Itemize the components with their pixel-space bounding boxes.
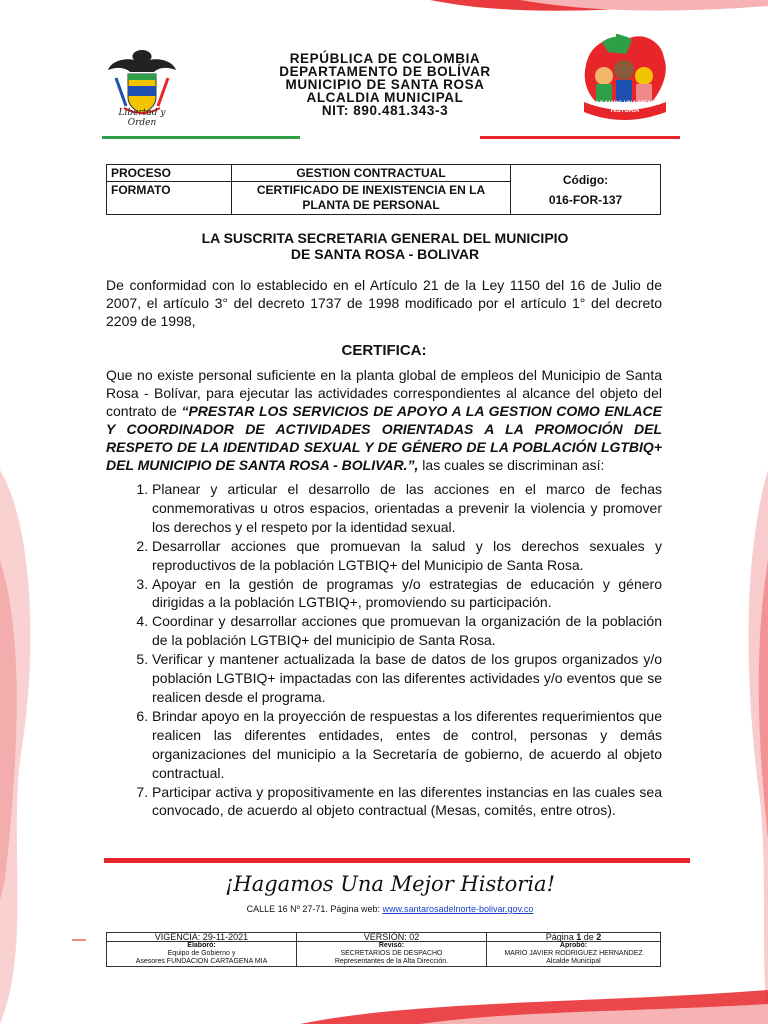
vigencia: VIGENCIA: 29-11-2021 xyxy=(107,933,297,942)
reviso-line1: SECRETARIOS DE DESPACHO xyxy=(340,950,443,957)
codigo-value: 016-FOR-137 xyxy=(548,192,623,207)
formato-label: FORMATO xyxy=(107,182,232,215)
footer-slogan: ¡Hagamos Una Mejor Historia! xyxy=(224,872,556,896)
footer-address xyxy=(200,904,580,914)
activities-list xyxy=(106,480,662,820)
aprobo-line1: MARIO JAVIER RODRIGUEZ HERNANDEZ xyxy=(504,950,643,957)
contract-object: “PRESTAR LOS SERVICIOS DE APOYO A LA GESTION COMO ENLACE Y COORDINADOR DE ACTIVIDADES ORIENTADAS A LA PROMOCIÓN DEL RESPETO DE LA IDENTIDAD SEXUAL Y DE GÉNERO DE LA POBLACIÓN LGTBIQ+ DEL MUNICIPIO DE SANTA ROSA - BOLIVAR.”, xyxy=(106,403,663,473)
aprobo-cell xyxy=(487,942,661,967)
campaign-logo-text: HAGAMOS UNA MEJOR HISTORIA xyxy=(590,101,660,114)
elaboro-line1: Equipo de Gobierno y xyxy=(167,950,236,957)
page-prefix: Página xyxy=(545,932,577,942)
header-line: ALCALDIA MUNICIPAL xyxy=(306,90,464,105)
reviso-cell xyxy=(297,942,487,967)
codigo-label: Código: xyxy=(562,172,609,187)
address-text: CALLE 16 Nº 27-71. Página web: xyxy=(246,904,383,914)
list-item: 4. Coordinar y desarrollar acciones que promuevan la organización de la población de la población LGTBIQ+ del municipio de Santa Rosa. xyxy=(152,612,662,650)
coat-motto: Libertad y Orden xyxy=(118,108,166,128)
list-item: 5. Verificar y mantener actualizada la base de datos de los grupos organizados y/o población LGTBIQ+ impactadas con las diferentes actividades y/o eventos que se realicen desde el programa. xyxy=(152,650,662,707)
title-line-2: DE SANTA ROSA - BOLIVAR xyxy=(290,246,480,262)
aprobo-line2: Alcalde Municipal xyxy=(546,958,601,965)
document-title xyxy=(150,230,620,262)
elaboro-line2: Asesores FUNDACION CARTAGENA MIA xyxy=(135,958,268,965)
body-end: las cuales se discriminan así: xyxy=(418,457,605,473)
page-total: 2 xyxy=(596,932,602,942)
proceso-value: GESTION CONTRACTUAL xyxy=(232,165,511,182)
website-link[interactable]: www.santarosadelnorte-bolivar.gov.co xyxy=(382,904,534,914)
reviso-line2: Representantes de la Alta Dirección. xyxy=(334,958,449,965)
certifica-heading: CERTIFICA: xyxy=(341,342,427,359)
formato-value: CERTIFICADO DE INEXISTENCIA EN LA PLANTA DE PERSONAL xyxy=(232,182,511,215)
header-title xyxy=(200,52,570,117)
list-item: 6. Brindar apoyo en la proyección de respuestas a los diferentes requerimientos que realicen las diferentes entidades, entes de control, personas y demás organizaciones del municipio a la Secretaría de gobierno, de acuerdo al objeto contractual. xyxy=(152,707,662,783)
header-line: MUNICIPIO DE SANTA ROSA xyxy=(285,77,485,92)
body-paragraph xyxy=(106,366,662,474)
body-start: Que no existe personal suficiente en la planta global de empleos del Municipio de Santa Rosa - Bolívar, para ejecutar las actividades correspondientes al alcance del objeto del contrato de xyxy=(106,367,662,419)
process-table xyxy=(106,164,661,215)
title-line-1: LA SUSCRITA SECRETARIA GENERAL DEL MUNICIPIO xyxy=(201,230,569,246)
proceso-label: PROCESO xyxy=(107,165,232,182)
codigo-cell xyxy=(511,165,661,215)
footer-table xyxy=(106,932,661,967)
list-item: 2. Desarrollar acciones que promuevan la salud y los derechos sexuales y reproductivos de la población LGTBIQ+ del Municipio de Santa Rosa. xyxy=(152,537,662,575)
intro-paragraph: De conformidad con lo establecido en el Artículo 21 de la Ley 1150 del 16 de Julio de 2007, el artículo 3° del decreto 1737 de 1998 modificado por el artículo 1° del decreto 2209 de 1998, xyxy=(106,277,662,329)
page-number xyxy=(487,933,661,942)
page-current: 1 xyxy=(576,932,582,942)
list-item: 7. Participar activa y propositivamente en las diferentes instancias en las cuales sea convocado, de acuerdo al objeto contractual (Mesas, comités, entre otros). xyxy=(152,783,662,821)
header-line: DEPARTAMENTO DE BOLÍVAR xyxy=(279,64,491,79)
page-mid: de xyxy=(581,932,597,942)
elaboro-cell xyxy=(107,942,297,967)
aprobo-label: Aprobó: xyxy=(559,942,588,949)
version: VERSIÓN: 02 xyxy=(297,933,487,942)
header-line: REPÚBLICA DE COLOMBIA xyxy=(289,51,481,66)
reviso-label: Revisó: xyxy=(378,942,405,949)
elaboro-label: Elaboró: xyxy=(187,942,216,949)
list-item: 3. Apoyar en la gestión de programas y/o estrategias de educación y género dirigidas a la población LGTBIQ+, promoviendo su participación. xyxy=(152,575,662,613)
header-line: NIT: 890.481.343-3 xyxy=(321,103,449,118)
list-item: 1. Planear y articular el desarrollo de las acciones en el marco de fechas conmemorativas u otros espacios, orientadas a prevenir la violencia y promover los derechos y el respeto por la identidad sexual. xyxy=(152,480,662,537)
